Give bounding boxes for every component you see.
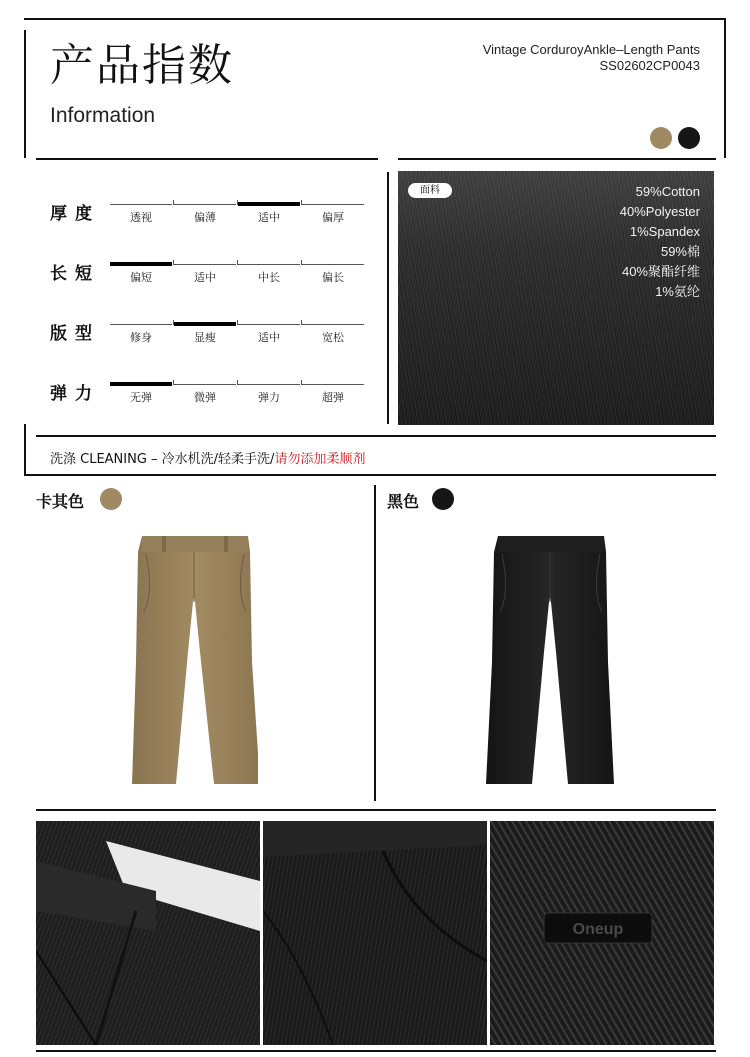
fabric-line: 40%聚酯纤维 xyxy=(621,264,700,279)
index-label-stretch: 弹力 xyxy=(50,384,100,404)
cleaning-text: 洗涤 CLEANING – 冷水机洗/轻柔手洗/ xyxy=(50,452,275,467)
color-label-khaki: 卡其色 xyxy=(36,492,85,511)
cleaning-instructions xyxy=(50,448,365,467)
index-option-thickness-1: 透视 xyxy=(110,200,172,222)
index-tick xyxy=(301,260,302,265)
khaki-pants-image xyxy=(128,532,258,788)
index-tick xyxy=(301,320,302,325)
index-option-length-3: 中长 xyxy=(238,260,300,282)
index-label-fit: 版型 xyxy=(50,324,100,344)
index-option-fit-1: 修身 xyxy=(110,320,172,342)
colors-divider xyxy=(374,485,376,801)
index-fabric-divider xyxy=(387,172,389,424)
index-option-stretch-1: 无弹 xyxy=(110,380,172,402)
fabric-line: 40%Polyester xyxy=(619,204,700,219)
index-option-fit-2: 显瘦 xyxy=(174,320,236,342)
detail-photo-pocket-graphic xyxy=(263,821,487,1045)
cleaning-left-line xyxy=(24,424,26,474)
index-tick xyxy=(237,320,238,325)
index-tick xyxy=(237,380,238,385)
index-tick xyxy=(173,260,174,265)
left-frame-line xyxy=(24,30,26,158)
detail-divider xyxy=(36,809,716,811)
index-option-stretch-4: 超弹 xyxy=(302,380,364,402)
index-option-length-2: 适中 xyxy=(174,260,236,282)
detail-photo-pocket xyxy=(263,821,487,1045)
index-option-thickness-3: 适中 xyxy=(238,200,300,222)
swatch-khaki[interactable] xyxy=(650,127,672,149)
index-option-stretch-3: 弹力 xyxy=(238,380,300,402)
fabric-line: 1%Spandex xyxy=(629,224,700,239)
page-title: 产品指数 xyxy=(50,40,234,91)
detail-photo-waistband-graphic xyxy=(36,821,260,1045)
index-option-stretch-2: 微弹 xyxy=(174,380,236,402)
index-option-length-4: 偏长 xyxy=(302,260,364,282)
color-swatch-black xyxy=(432,488,454,510)
product-name: Vintage CorduroyAnkle–Length Pants xyxy=(482,42,700,57)
index-option-fit-4: 宽松 xyxy=(302,320,364,342)
swatch-black[interactable] xyxy=(678,127,700,149)
index-option-fit-3: 适中 xyxy=(238,320,300,342)
index-tick xyxy=(237,260,238,265)
color-swatch-khaki xyxy=(100,488,122,510)
index-tick xyxy=(237,200,238,205)
fabric-line: 59%Cotton xyxy=(635,184,700,199)
fabric-swatch-image xyxy=(398,171,714,425)
header-divider-left xyxy=(36,158,378,160)
header-divider-right xyxy=(398,158,716,160)
brand-label-text: Oneup xyxy=(572,921,624,938)
fabric-line: 59%棉 xyxy=(660,244,700,259)
page-subtitle: Information xyxy=(50,104,156,127)
cleaning-divider-top xyxy=(36,435,716,437)
black-pants-image xyxy=(484,532,614,788)
top-border xyxy=(24,18,726,20)
detail-photo-label xyxy=(490,821,714,1045)
right-frame-line xyxy=(724,18,726,158)
index-tick xyxy=(173,380,174,385)
product-code: SS02602CP0043 xyxy=(599,58,700,73)
cleaning-warning: 请勿添加柔顺剂 xyxy=(274,452,366,467)
index-label-thickness: 厚度 xyxy=(50,204,100,224)
index-tick xyxy=(301,200,302,205)
index-tick xyxy=(301,380,302,385)
index-option-thickness-2: 偏薄 xyxy=(174,200,236,222)
detail-photo-label-graphic xyxy=(490,821,714,1045)
bottom-border xyxy=(36,1050,716,1052)
index-tick xyxy=(173,200,174,205)
detail-photo-waistband xyxy=(36,821,260,1045)
fabric-tag: 面料 xyxy=(408,183,452,198)
fabric-composition xyxy=(620,182,700,302)
index-option-thickness-4: 偏厚 xyxy=(302,200,364,222)
index-option-length-1: 偏短 xyxy=(110,260,172,282)
index-label-length: 长短 xyxy=(50,264,100,284)
index-tick xyxy=(173,320,174,325)
color-label-black: 黑色 xyxy=(387,492,420,511)
fabric-line: 1%氨纶 xyxy=(655,284,700,299)
cleaning-divider-bottom xyxy=(24,474,716,476)
